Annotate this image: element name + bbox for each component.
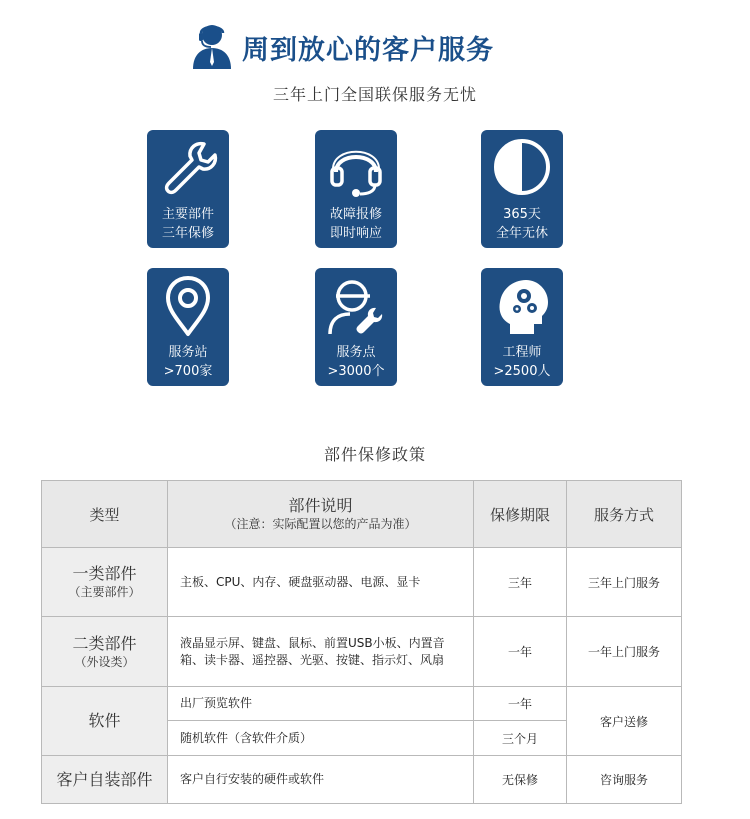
policy-title: 部件保修政策 bbox=[323, 445, 426, 464]
tile-label-secondary: 全年无休 bbox=[495, 226, 548, 241]
row-type bbox=[42, 548, 168, 617]
row-period: 三个月 bbox=[474, 721, 567, 756]
headset-icon bbox=[324, 136, 388, 200]
row-period: 一年 bbox=[474, 617, 567, 687]
row-period: 三年 bbox=[474, 548, 567, 617]
row-period: 无保修 bbox=[474, 756, 567, 804]
row-type-note: （主要部件） bbox=[68, 585, 141, 599]
row-type bbox=[42, 617, 168, 687]
tile-365-days bbox=[481, 130, 563, 248]
tile-repair-response bbox=[315, 130, 397, 248]
row-desc: 出厂预览软件 bbox=[168, 687, 474, 721]
row-type-label: 一类部件 bbox=[72, 564, 137, 583]
customer-service-person-icon bbox=[190, 22, 234, 70]
row-type-label: 二类部件 bbox=[72, 633, 137, 653]
table-header-row bbox=[42, 481, 682, 548]
tile-label-primary: 主要部件 bbox=[161, 207, 214, 222]
tile-label-primary: 故障报修 bbox=[329, 207, 382, 222]
table-row bbox=[42, 548, 682, 617]
wrench-icon bbox=[156, 136, 220, 200]
tile-label-secondary: >700家 bbox=[163, 364, 213, 379]
header-desc-note: （注意：实际配置以您的产品为准） bbox=[224, 517, 417, 531]
half-circle-icon bbox=[490, 136, 554, 200]
row-type bbox=[42, 687, 168, 756]
tile-engineers bbox=[481, 268, 563, 386]
tile-label-primary: 服务站 bbox=[168, 345, 208, 360]
tile-label-secondary: >2500人 bbox=[493, 364, 551, 379]
row-desc: 主板、CPU、内存、硬盘驱动器、电源、显卡 bbox=[168, 548, 474, 617]
row-type-label: 软件 bbox=[88, 711, 121, 730]
row-desc: 液晶显示屏、键盘、鼠标、前置USB小板、内置音箱、读卡器、遥控器、光驱、按键、指示灯、风扇 bbox=[168, 617, 474, 687]
table-row bbox=[42, 617, 682, 687]
header-desc bbox=[168, 481, 474, 548]
table-row bbox=[42, 687, 682, 721]
engineer-head-gears-icon bbox=[490, 274, 554, 338]
header-service: 服务方式 bbox=[567, 481, 682, 548]
row-desc: 客户自行安装的硬件或软件 bbox=[168, 756, 474, 804]
tile-service-stations bbox=[147, 268, 229, 386]
location-pin-icon bbox=[156, 274, 220, 338]
tile-label-primary: 工程师 bbox=[502, 345, 542, 360]
tile-main-parts-warranty bbox=[147, 130, 229, 248]
warranty-policy-table bbox=[41, 480, 682, 804]
header-desc-label: 部件说明 bbox=[288, 496, 353, 515]
row-period: 一年 bbox=[474, 687, 567, 721]
tile-label-secondary: 三年保修 bbox=[161, 226, 214, 241]
row-service: 咨询服务 bbox=[567, 756, 682, 804]
row-type bbox=[42, 756, 168, 804]
page-header bbox=[0, 22, 750, 74]
header-type: 类型 bbox=[42, 481, 168, 548]
tile-label-primary: 365天 bbox=[503, 207, 541, 222]
row-service: 客户送修 bbox=[567, 687, 682, 756]
header-period: 保修期限 bbox=[474, 481, 567, 548]
row-service: 一年上门服务 bbox=[567, 617, 682, 687]
row-type-note: （外设类） bbox=[74, 654, 135, 669]
row-service: 三年上门服务 bbox=[567, 548, 682, 617]
tile-label-primary: 服务点 bbox=[336, 345, 376, 360]
page-title: 周到放心的客户服务 bbox=[242, 35, 494, 66]
tile-label-secondary: >3000个 bbox=[327, 364, 385, 379]
tile-service-points bbox=[315, 268, 397, 386]
row-desc: 随机软件（含软件介质） bbox=[168, 721, 474, 756]
table-row bbox=[42, 756, 682, 804]
technician-icon bbox=[324, 274, 388, 338]
tile-label-secondary: 即时响应 bbox=[329, 226, 382, 241]
page-subtitle: 三年上门全国联保服务无忧 bbox=[272, 85, 477, 104]
row-type-label: 客户自装部件 bbox=[56, 769, 153, 789]
